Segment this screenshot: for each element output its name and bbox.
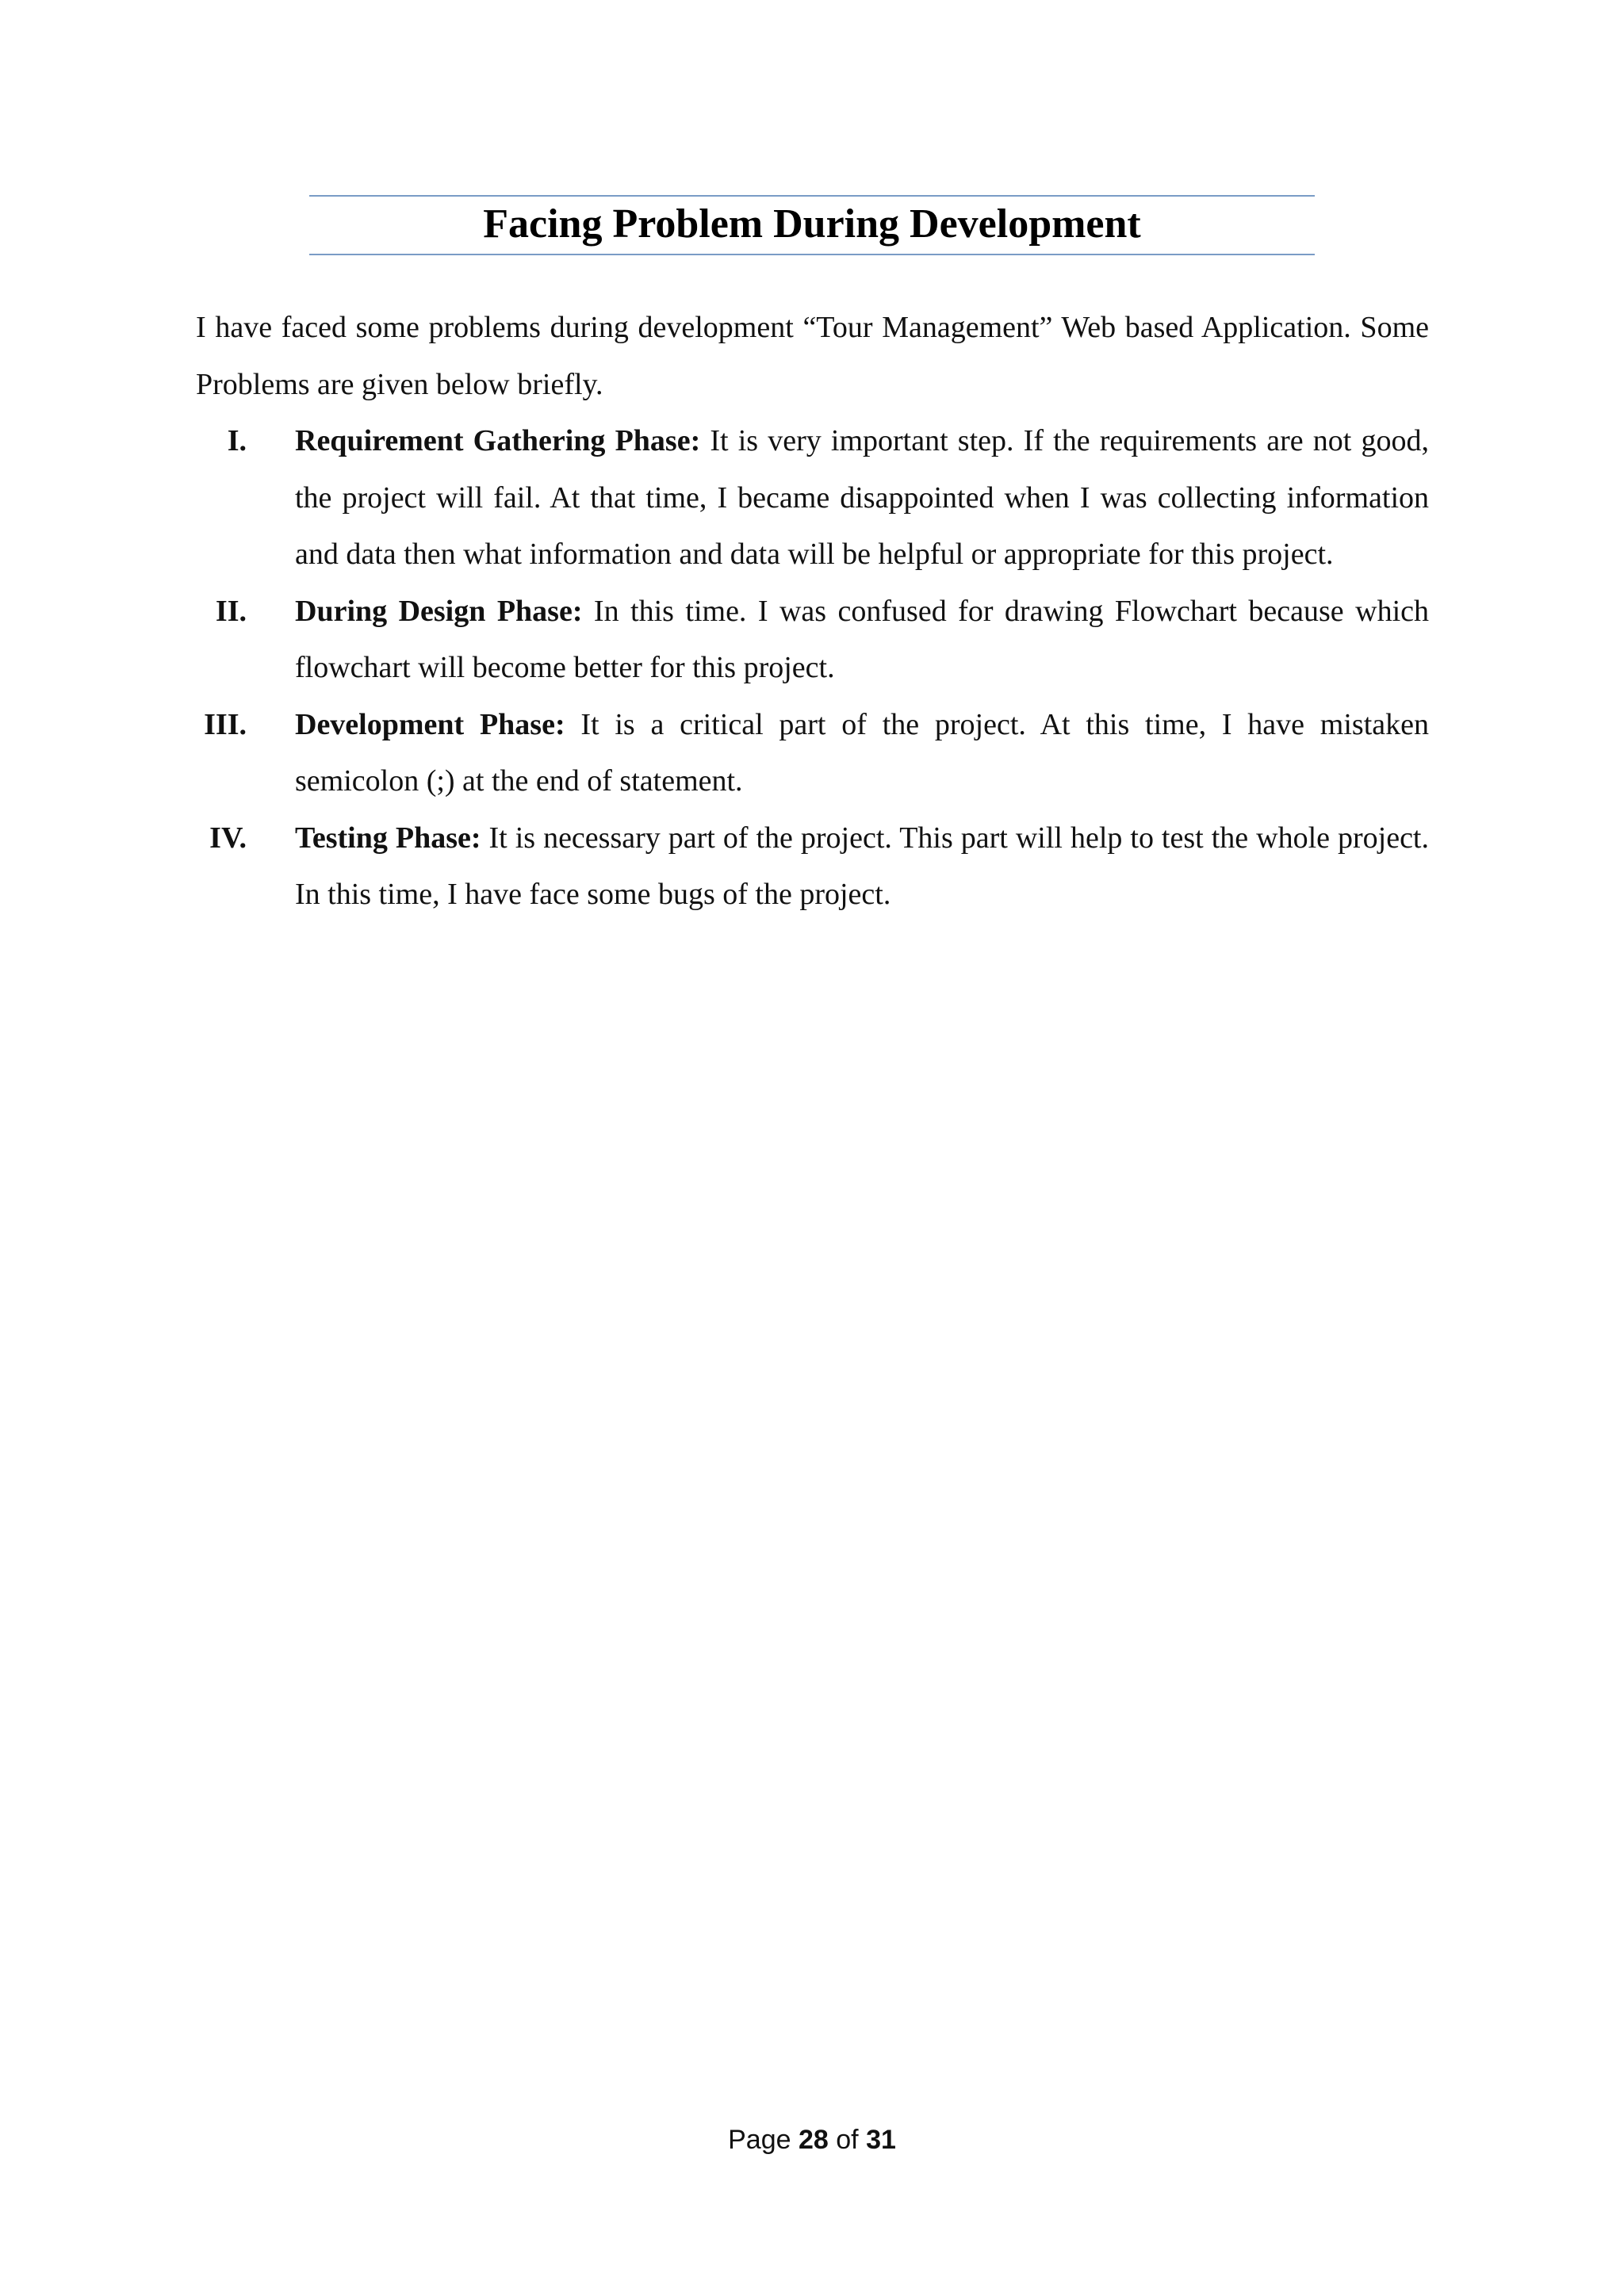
- list-numeral: I.: [227, 424, 247, 457]
- problem-text: It is necessary part of the project. This part will help to test the whole project. In this time, I have face some bugs of the project.: [295, 821, 1429, 911]
- list-numeral: IV.: [209, 821, 247, 855]
- page-title: Facing Problem During Development: [483, 201, 1141, 247]
- problem-item-development: [196, 697, 1429, 810]
- problem-text: It is a critical part of the project. At this time, I have mistaken semicolon (;) at the end of statement.: [295, 707, 1429, 798]
- page-word: Page: [728, 2125, 791, 2155]
- total-pages-number: 31: [866, 2125, 896, 2155]
- problem-item-requirement: [196, 413, 1429, 584]
- problem-text: In this time. I was confused for drawing Flowchart because which flowchart will become better for this project.: [295, 594, 1429, 684]
- page-footer: [0, 2125, 1624, 2156]
- list-numeral: II.: [215, 594, 247, 628]
- problem-item-design: [196, 584, 1429, 697]
- problem-item-testing: [196, 810, 1429, 924]
- list-numeral: III.: [204, 707, 247, 741]
- heading-frame: [309, 195, 1315, 255]
- current-page-number: 28: [798, 2125, 829, 2155]
- problem-text: It is very important step. If the requirements are not good, the project will fail. At that time, I became disappointed when I was collecting information and data then what information and data will be helpful or appropriate for this project.: [295, 424, 1429, 571]
- body-text: [196, 300, 1429, 924]
- problem-title: Development Phase:: [295, 707, 565, 741]
- problem-title: Requirement Gathering Phase:: [295, 424, 701, 457]
- of-word: of: [836, 2125, 859, 2155]
- intro-paragraph: I have faced some problems during development “Tour Management” Web based Application. Some Problems are given below briefly.: [196, 311, 1429, 401]
- problem-title: Testing Phase:: [295, 821, 481, 855]
- problem-list: [196, 413, 1429, 924]
- problem-title: During Design Phase:: [295, 594, 583, 628]
